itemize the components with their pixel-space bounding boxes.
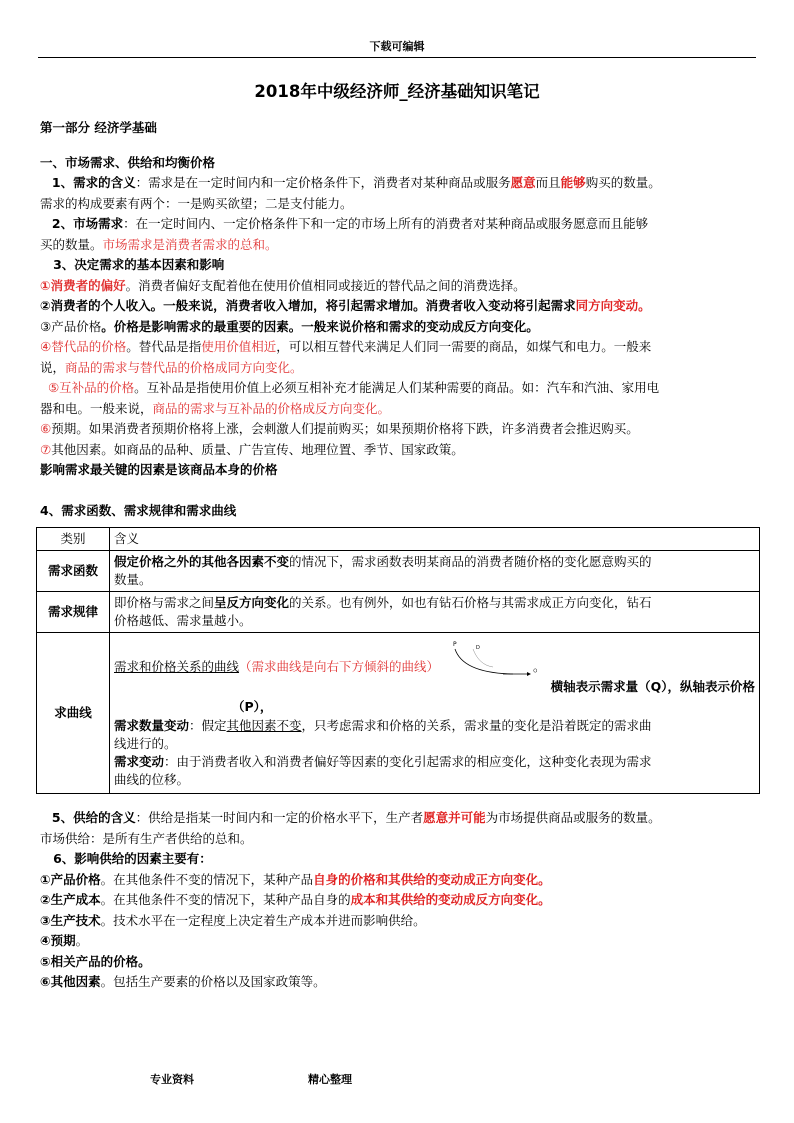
quantity-change-desc: 需求数量变动：假定其他因素不变，只考虑需求和价格的关系，需求量的变化是沿着既定的需求曲 线进行的。: [114, 718, 652, 751]
mini-arrow-head: [527, 672, 531, 676]
para-demand-elements: 需求的构成要素有两个：一是购买欲望；二是支付能力。: [40, 195, 353, 211]
mini-curve-label: D: [476, 645, 480, 651]
row-content-demand-law: 即价格与需求之间呈反方向变化的关系。也有例外，如也有钻石价格与其需求成正方向变化，钻石 价格越低、需求量越小。: [110, 592, 760, 633]
key-factor-note: 影响需求最关键的因素是该商品本身的价格: [40, 462, 278, 477]
factor-income: ②消费者的个人收入。一般来说，消费者收入增加，将引起需求增加。消费者收入变动将引起需求同方向变动。: [40, 298, 651, 313]
supply-factor-expectation: ④预期。: [40, 933, 89, 948]
mini-curve: [455, 649, 513, 674]
para-market-demand: 2、市场需求：在一定时间内、一定价格条件下和一定的市场上所有的消费者对某种商品或服务愿意而且能够: [51, 216, 649, 231]
factor-substitute: ④替代品的价格。替代品是指使用价值相近，可以相互替代来满足人们同一需要的商品，如煤气和电力。一般来: [40, 339, 652, 354]
row-label-demand-function: 需求函数: [37, 551, 110, 592]
table-row: [37, 633, 760, 794]
table-header-category: 类别: [37, 528, 110, 551]
row-label-demand-curve: 求曲线: [37, 633, 110, 794]
footer-left: 专业资料: [150, 1073, 194, 1086]
supply-factor-other: ⑥其他因素。包括生产要素的价格以及国家政策等。: [40, 974, 326, 989]
demand-table: [36, 527, 760, 794]
supply-factor-related: ⑤相关产品的价格。: [40, 953, 151, 969]
document-title: 2018年中级经济师_经济基础知识笔记: [254, 82, 540, 101]
mini-demand-curve-icon: [443, 637, 533, 677]
factor-expectation: ⑥预期。如果消费者预期价格将上涨，会刺激人们提前购买；如果预期价格将下跌，许多消费者会推迟购买。: [40, 421, 639, 436]
row-content-demand-curve: 需求和价格关系的曲线（需求曲线是向右下方倾斜的曲线） P D 。 横轴表示需求量（Q），纵轴表示价格 （P）， 需求数量变动：假定其他因素不变，只考虑需求和价格的关系，需求量的变化是沿着既定的需求曲 线进行的。 需求变动：由于消费者收入和消费者偏好等因素的变化引起需求的相应变化，这种变化表现为需求 曲线的位移。: [110, 633, 760, 794]
para-market-demand-cont: 买的数量。市场需求是消费者需求的总和。: [40, 236, 278, 252]
table-row: [37, 592, 760, 633]
footer-right: 精心整理: [308, 1073, 352, 1086]
demand-change-desc: 需求变动：由于消费者收入和消费者偏好等因素的变化引起需求的相应变化，这种变化表现为需求 曲线的位移。: [114, 754, 652, 787]
factor-substitute-cont: 说，商品的需求与替代品的价格成同方向变化。: [40, 359, 303, 375]
row-content-demand-function: 假定价格之外的其他各因素不变的情况下，需求函数表明某商品的消费者随价格的变化愿意购买的 数量。: [110, 551, 760, 592]
axis-description: 横轴表示需求量（Q），纵轴表示价格: [550, 679, 755, 694]
factor-other: ⑦其他因素。如商品的品种、质量、广告宣传、地理位置、季节、国家政策。: [40, 441, 464, 457]
factor-preference: ①消费者的偏好。消费者偏好支配着他在使用价值相同或接近的替代品之间的消费选择。: [40, 277, 526, 293]
factor-complement-cont: 器和电。一般来说，商品的需求与互补品的价格成反方向变化。: [40, 400, 391, 416]
mini-axis-p: P: [453, 641, 457, 648]
axis-description-cont: （P），: [232, 699, 273, 714]
table-heading: 4、需求函数、需求规律和需求曲线: [40, 502, 237, 518]
supply-factor-price: ①产品价格。在其他条件不变的情况下，某种产品自身的价格和其供给的变动成正方向变化。: [40, 871, 551, 887]
supply-factor-technology: ③生产技术。技术水平在一定程度上决定着生产成本并进而影响供给。: [40, 912, 426, 928]
para-supply-definition: 5、供给的含义：供给是指某一时间内和一定的价格水平下，生产者愿意并可能为市场提供商品或服务的数量。: [51, 810, 661, 825]
factor-complement: ⑤互补品的价格。互补品是指使用价值上必须互相补充才能满足人们某种需要的商品。如：汽车和汽油、家用电: [47, 380, 660, 395]
para-demand-definition: 1、需求的含义：需求是在一定时间内和一定价格条件下，消费者对某种商品或服务愿意而且能够购买的数量。: [51, 175, 661, 190]
mini-curve-2: [473, 649, 493, 667]
row-label-demand-law: 需求规律: [37, 592, 110, 633]
section-heading: 一、市场需求、供给和均衡价格: [40, 154, 216, 170]
part-heading: 第一部分 经济学基础: [40, 120, 157, 135]
page-header: 下载可编辑: [38, 38, 756, 58]
supply-factors-heading: 6、影响供给的因素主要有：: [53, 851, 212, 866]
para-market-supply: 市场供给：是所有生产者供给的总和。: [40, 830, 253, 846]
table-row: [37, 551, 760, 592]
demand-curve-graphic: [443, 637, 533, 677]
factors-heading: 3、决定需求的基本因素和影响: [53, 257, 225, 272]
document-body: [40, 118, 756, 993]
factor-price: ③产品价格。价格是影响需求的最重要的因素。一般来说价格和需求的变动成反方向变化。: [40, 318, 539, 334]
table-header-meaning: 含义: [110, 528, 760, 551]
table-header-row: [37, 528, 760, 551]
supply-factor-cost: ②生产成本。在其他条件不变的情况下，某种产品自身的成本和其供给的变动成反方向变化。: [40, 892, 551, 907]
